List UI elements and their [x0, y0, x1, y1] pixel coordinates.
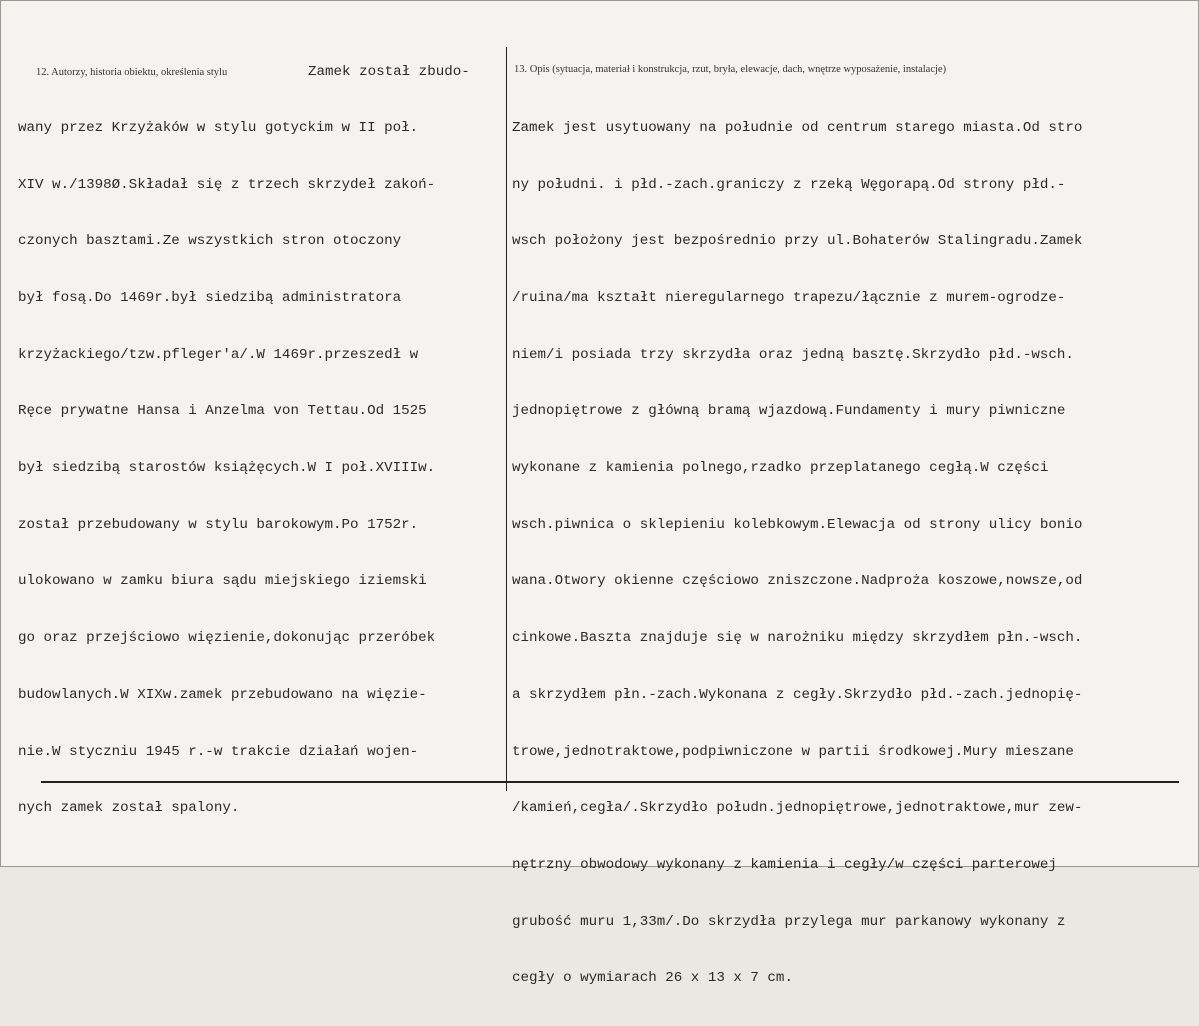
- field-13-line: cinkowe.Baszta znajduje się w narożniku między skrzydłem płn.-wsch.: [512, 630, 1083, 647]
- field-13-line: /kamień,cegła/.Skrzydło połudn.jednopiętrowe,jednotraktowe,mur zew-: [512, 800, 1083, 817]
- field-12-line: budowlanych.W XIXw.zamek przebudowano na więzie-: [18, 686, 427, 703]
- field-13-line: /ruina/ma kształt nieregularnego trapezu/łącznie z murem-ogrodze-: [512, 289, 1066, 306]
- field-13-line: ny południ. i płd.-zach.graniczy z rzeką Węgorapą.Od strony płd.-: [512, 176, 1066, 193]
- field-13-line: grubość muru 1,33m/.Do skrzydła przylega mur parkanowy wykonany z: [512, 913, 1066, 930]
- field-13-line: wsch położony jest bezpośrednio przy ul.Bohaterów Stalingradu.Zamek: [512, 233, 1083, 250]
- field-13-line: jednopiętrowe z główną bramą wjazdową.Fundamenty i mury piwniczne: [512, 403, 1066, 420]
- field-12-line: był fosą.Do 1469r.był siedzibą administratora: [18, 289, 402, 306]
- field-12-line: wany przez Krzyżaków w stylu gotyckim w II poł.: [18, 119, 419, 136]
- field-13-line: a skrzydłem płn.-zach.Wykonana z cegły.Skrzydło płd.-zach.jednopię-: [512, 686, 1083, 703]
- field-12-line: czonych basztami.Ze wszystkich stron otoczony: [18, 233, 402, 250]
- field-12-line: nie.W styczniu 1945 r.-w trakcie działań wojen-: [18, 743, 419, 760]
- field-12-line: Ręce prywatne Hansa i Anzelma von Tettau.Od 1525: [18, 403, 427, 420]
- field-12-first-line: Zamek został zbudo-: [308, 64, 470, 80]
- bottom-rule: [41, 781, 1179, 783]
- field-13-line: niem/i posiada trzy skrzydła oraz jedną basztę.Skrzydło płd.-wsch.: [512, 346, 1074, 363]
- field-12-line: go oraz przejściowo więzienie,dokonując przeróbek: [18, 630, 436, 647]
- field-12-line: był siedzibą starostów książęcych.W I poł.XVIIIw.: [18, 460, 436, 477]
- field-12-line: krzyżackiego/tzw.pfleger'a/.W 1469r.przeszedł w: [18, 346, 419, 363]
- field-12-line: został przebudowany w stylu barokowym.Po 1752r.: [18, 516, 419, 533]
- field-12-line: nych zamek został spalony.: [18, 800, 240, 817]
- field-13-line: wsch.piwnica o sklepieniu kolebkowym.Elewacja od strony ulicy bonio: [512, 516, 1083, 533]
- field-12-line: ulokowano w zamku biura sądu miejskiego iziemski: [18, 573, 427, 590]
- field-13-line: cegły o wymiarach 26 x 13 x 7 cm.: [512, 970, 793, 987]
- field-13-line: trowe,jednotraktowe,podpiwniczone w partii środkowej.Mury mieszane: [512, 743, 1074, 760]
- field-13-line: nętrzny obwodowy wykonany z kamienia i cegły/w części parterowej: [512, 856, 1057, 873]
- field-13-label: 13. Opis (sytuacja, materiał i konstrukcja, rzut, bryła, elewacje, dach, wnętrze wyposażenie, instalacje): [514, 64, 947, 75]
- field-13-line: Zamek jest usytuowany na południe od centrum starego miasta.Od stro: [512, 119, 1083, 136]
- field-12-text: [18, 81, 435, 856]
- field-12-line: XIV w./1398Ø.Składał się z trzech skrzydeł zakoń-: [18, 176, 436, 193]
- field-13-line: wana.Otwory okienne częściowo zniszczone.Nadproża koszowe,nowsze,od: [512, 573, 1083, 590]
- field-13-text: [512, 81, 1082, 1026]
- field-12-label: 12. Autorzy, historia obiektu, określenia stylu: [36, 67, 228, 78]
- field-13-line: wykonane z kamienia polnego,rzadko przeplatanego cegłą.W części: [512, 460, 1049, 477]
- column-divider: [506, 47, 507, 791]
